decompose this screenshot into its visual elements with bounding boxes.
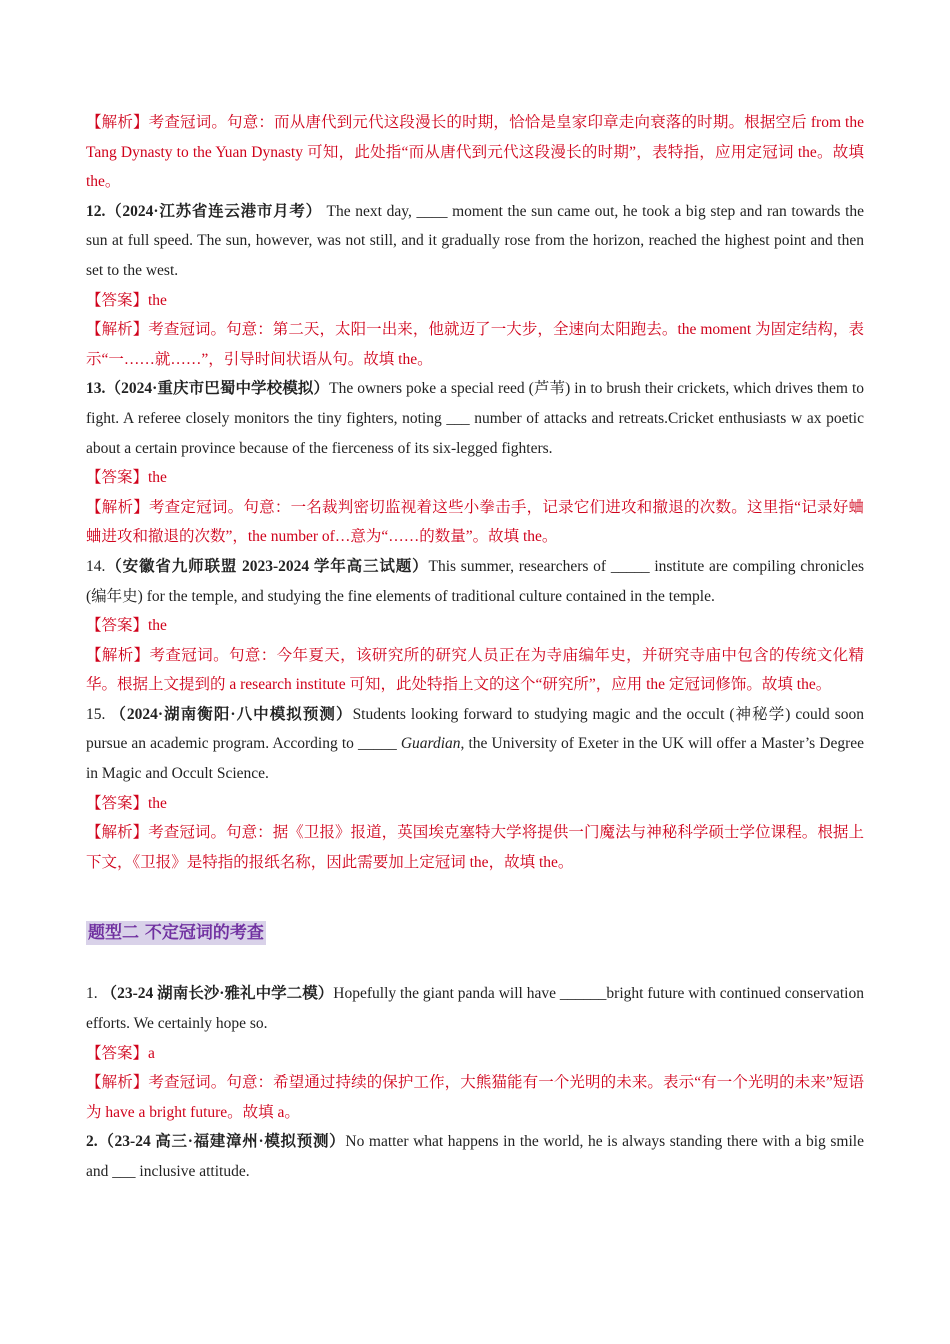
q15-text-before: Students looking forward to studying magic and the occult (神秘学) could soon pursue an academic program. According to bbox=[86, 705, 865, 753]
s2q1-text-before: Hopefully the giant panda will have bbox=[333, 985, 560, 1003]
s2q1-blank: ______ bbox=[559, 985, 607, 1003]
q12-source: （2024·江苏省连云港市月考） bbox=[105, 202, 322, 220]
q15-text-after: , the University of Exeter in the UK will offer a Master’s Degree in Magic and Occult Science. bbox=[86, 735, 865, 783]
s2q2-number: 2. bbox=[86, 1133, 98, 1151]
q15-blank: _____ bbox=[357, 735, 397, 753]
q13-analysis: 【解析】考查定冠词。句意：一名裁判密切监视着这些小拳击手，记录它们进攻和撤退的次数。这里指“记录好蛐蛐进攻和撤退的次数”，the number of…意为“……的数量”。故填 the。 bbox=[86, 498, 864, 546]
q13-answer: 【答案】the bbox=[86, 469, 167, 487]
q13-blank: ___ bbox=[446, 409, 470, 427]
q12-text-before: The next day, bbox=[326, 202, 417, 220]
q13-question bbox=[86, 374, 864, 463]
q14-analysis: 【解析】考查冠词。句意：今年夏天，该研究所的研究人员正在为寺庙编年史，并研究寺庙中包含的传统文化精华。根据上文提到的 a research institute 可知，此处特指上文的这个“研究所”，应用 the 定冠词修饰。故填 the。 bbox=[86, 646, 864, 694]
q12-text-after: moment the sun came out, he took a big step and ran towards the sun at full speed. The sun, however, was not still, and it gradually rose from the horizon, reached the highest point and then set to the west. bbox=[86, 202, 865, 279]
q13-text-after: number of attacks and retreats.Cricket enthusiasts w ax poetic about a certain province because of the fierceness of its six-legged fighters. bbox=[86, 409, 864, 457]
s2q2-blank: ___ bbox=[112, 1163, 136, 1180]
q11-analysis: 【解析】考查冠词。句意：而从唐代到元代这段漫长的时期，恰恰是皇家印章走向衰落的时期。根据空后 from the Tang Dynasty to the Yuan Dynasty 可知，此处指“而从唐代到元代这段漫长的时期”，表特指，应用定冠词 the。故填 the。 bbox=[86, 114, 864, 191]
q12-analysis: 【解析】考查冠词。句意：第二天，太阳一出来，他就迈了一大步，全速向太阳跑去。the moment 为固定结构，表示“一……就……”，引导时间状语从句。故填 the。 bbox=[86, 321, 864, 368]
document-content bbox=[86, 108, 864, 1187]
q12-blank: ____ bbox=[416, 202, 448, 220]
s2q1-source: （23-24 湖南长沙·雅礼中学二模） bbox=[101, 985, 334, 1003]
q14-source: （安徽省九师联盟 2023-2024 学年高三试题） bbox=[105, 557, 429, 575]
q12-number: 12. bbox=[86, 202, 106, 220]
q13-number: 13. bbox=[86, 380, 106, 398]
q14-text-after: institute are compiling chronicles (编年史) for the temple, and studying the fine elements of traditional culture contained in the temple. bbox=[86, 557, 864, 605]
q15-question bbox=[86, 700, 864, 789]
s2q2-text-after: inclusive attitude. bbox=[135, 1163, 250, 1180]
s2q2-source: （23-24 高三·福建漳州·模拟预测） bbox=[97, 1133, 346, 1151]
q15-number: 15. bbox=[86, 705, 106, 723]
q14-blank: _____ bbox=[610, 557, 650, 575]
q14-question bbox=[86, 552, 864, 611]
q12-question bbox=[86, 197, 864, 286]
s2q2-question bbox=[86, 1127, 864, 1186]
s2q1-text-after: bright future with continued conservation efforts. We certainly hope so. bbox=[86, 985, 864, 1033]
q14-number: 14. bbox=[86, 557, 106, 575]
q13-text-before: The owners poke a special reed (芦苇) in to brush their crickets, which drives them to fight. A referee closely monitors the tiny fighters, noting bbox=[86, 380, 865, 427]
s2q1-number: 1. bbox=[86, 985, 98, 1003]
s2q1-answer: 【答案】a bbox=[86, 1044, 155, 1062]
section-heading: 题型二 不定冠词的考查 bbox=[88, 923, 264, 944]
q15-source: （2024·湖南衡阳·八中模拟预测） bbox=[110, 705, 353, 723]
section-heading-wrapper bbox=[86, 877, 864, 979]
q15-answer: 【答案】the bbox=[86, 794, 167, 812]
q12-answer: 【答案】the bbox=[86, 291, 167, 309]
q14-answer: 【答案】the bbox=[86, 617, 167, 635]
s2q2-text-before: No matter what happens in the world, he is always standing there with a big smile and bbox=[86, 1133, 864, 1180]
q15-newspaper-name: Guardian bbox=[400, 735, 461, 753]
q15-analysis: 【解析】考查冠词。句意：据《卫报》报道，英国埃克塞特大学将提供一门魔法与神秘科学硕士学位课程。根据上下文，《卫报》是特指的报纸名称，因此需要加上定冠词 the，故填 the。 bbox=[86, 824, 864, 871]
q14-text-before: This summer, researchers of bbox=[428, 557, 611, 575]
s2q1-analysis: 【解析】考查冠词。句意：希望通过持续的保护工作，大熊猫能有一个光明的未来。表示“有一个光明的未来”短语为 have a bright future。故填 a。 bbox=[86, 1074, 864, 1121]
q13-source: （2024·重庆市巴蜀中学校模拟） bbox=[105, 380, 330, 398]
s2q1-question bbox=[86, 979, 864, 1038]
